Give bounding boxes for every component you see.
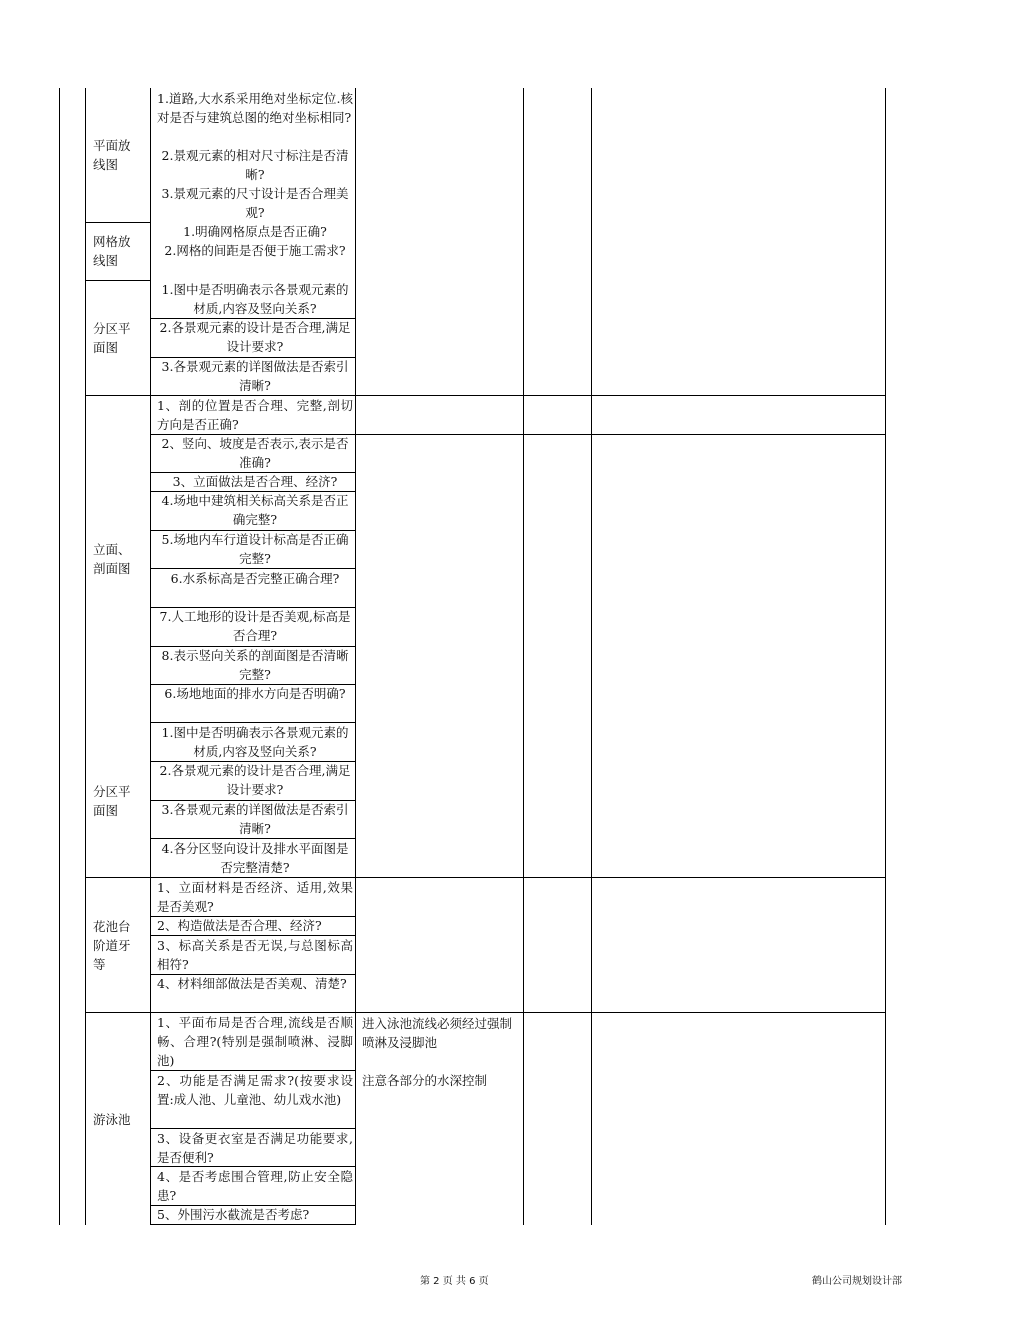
criterion-item: 2、构造做法是否合理、经济? xyxy=(157,918,322,933)
criterion-item: 4.场地中建筑相关标高关系是否正确完整? xyxy=(161,493,349,527)
section-label-grid-layout: 网格放 线图 xyxy=(93,234,131,268)
section-label-swimming-pool: 游泳池 xyxy=(93,1112,131,1127)
criterion-item: 3.景观元素的尺寸设计是否合理美观? xyxy=(161,186,349,220)
criterion-item: 3.各景观元素的详图做法是否索引清晰? xyxy=(161,359,349,393)
criterion-item: 2.各景观元素的设计是否合理,满足设计要求? xyxy=(159,763,351,797)
section-label-planters-steps: 花池台 阶道牙 等 xyxy=(93,919,131,972)
criterion-item: 5.场地内车行道设计标高是否正确完整? xyxy=(161,532,349,566)
pool-note-flow: 进入泳池流线必须经过强制喷淋及浸脚池 xyxy=(362,1016,513,1050)
criterion-item: 8.表示竖向关系的剖面图是否清晰完整? xyxy=(161,648,349,682)
criterion-item: 3、立面做法是否合理、经济? xyxy=(172,474,338,489)
criterion-item: 3、设备更衣室是否满足功能要求,是否便利? xyxy=(157,1131,353,1165)
criterion-item: 1.图中是否明确表示各景观元素的材质,内容及竖向关系? xyxy=(161,282,349,316)
criterion-item: 6.场地地面的排水方向是否明确? xyxy=(164,686,346,701)
section-label-plan-layout: 平面放 线图 xyxy=(93,138,131,172)
criterion-item: 1.图中是否明确表示各景观元素的材质,内容及竖向关系? xyxy=(161,725,349,759)
criterion-item: 1、平面布局是否合理,流线是否顺畅、合理?(特别是强制喷淋、浸脚池) xyxy=(157,1015,353,1068)
section-label-zone-plan: 分区平 面图 xyxy=(93,321,131,355)
criterion-item: 6.水系标高是否完整正确合理? xyxy=(170,571,340,586)
criterion-item: 2、功能是否满足需求?(按要求设置:成人池、儿童池、幼儿戏水池) xyxy=(157,1073,353,1107)
criterion-item: 3、标高关系是否无误,与总图标高相符? xyxy=(157,938,353,972)
footer-org: 鹤山公司规划设计部 xyxy=(812,1276,902,1287)
criterion-item: 2.网格的间距是否便于施工需求? xyxy=(164,243,346,258)
criterion-item: 1.明确网格原点是否正确? xyxy=(183,224,327,239)
criterion-item: 4、是否考虑围合管理,防止安全隐患? xyxy=(157,1169,353,1203)
pool-note-depth: 注意各部分的水深控制 xyxy=(362,1073,488,1088)
criterion-item: 1、剖的位置是否合理、完整,剖切方向是否正确? xyxy=(157,398,353,432)
page-number: 第 2 页 共 6 页 xyxy=(420,1276,489,1287)
criterion-item: 1、立面材料是否经济、适用,效果是否美观? xyxy=(157,880,353,914)
criterion-item: 4.各分区竖向设计及排水平面图是否完整清楚? xyxy=(161,841,349,875)
criterion-item: 4、材料细部做法是否美观、清楚? xyxy=(157,976,347,991)
criterion-item: 2.各景观元素的设计是否合理,满足设计要求? xyxy=(159,320,351,354)
criterion-item: 7.人工地形的设计是否美观,标高是否合理? xyxy=(159,609,351,643)
section-label-zone-plan-2: 分区平 面图 xyxy=(93,784,131,818)
criterion-item: 2、竖向、坡度是否表示,表示是否准确? xyxy=(161,436,349,470)
criterion-item: 1.道路,大水系采用绝对坐标定位.核对是否与建筑总图的绝对坐标相同? xyxy=(157,91,353,125)
section-label-elevation-section: 立面、 剖面图 xyxy=(93,542,131,576)
criterion-item: 3.各景观元素的详图做法是否索引清晰? xyxy=(161,802,349,836)
criterion-item: 2.景观元素的相对尺寸标注是否清晰? xyxy=(161,148,349,182)
criterion-item: 5、外围污水截流是否考虑? xyxy=(157,1207,310,1222)
